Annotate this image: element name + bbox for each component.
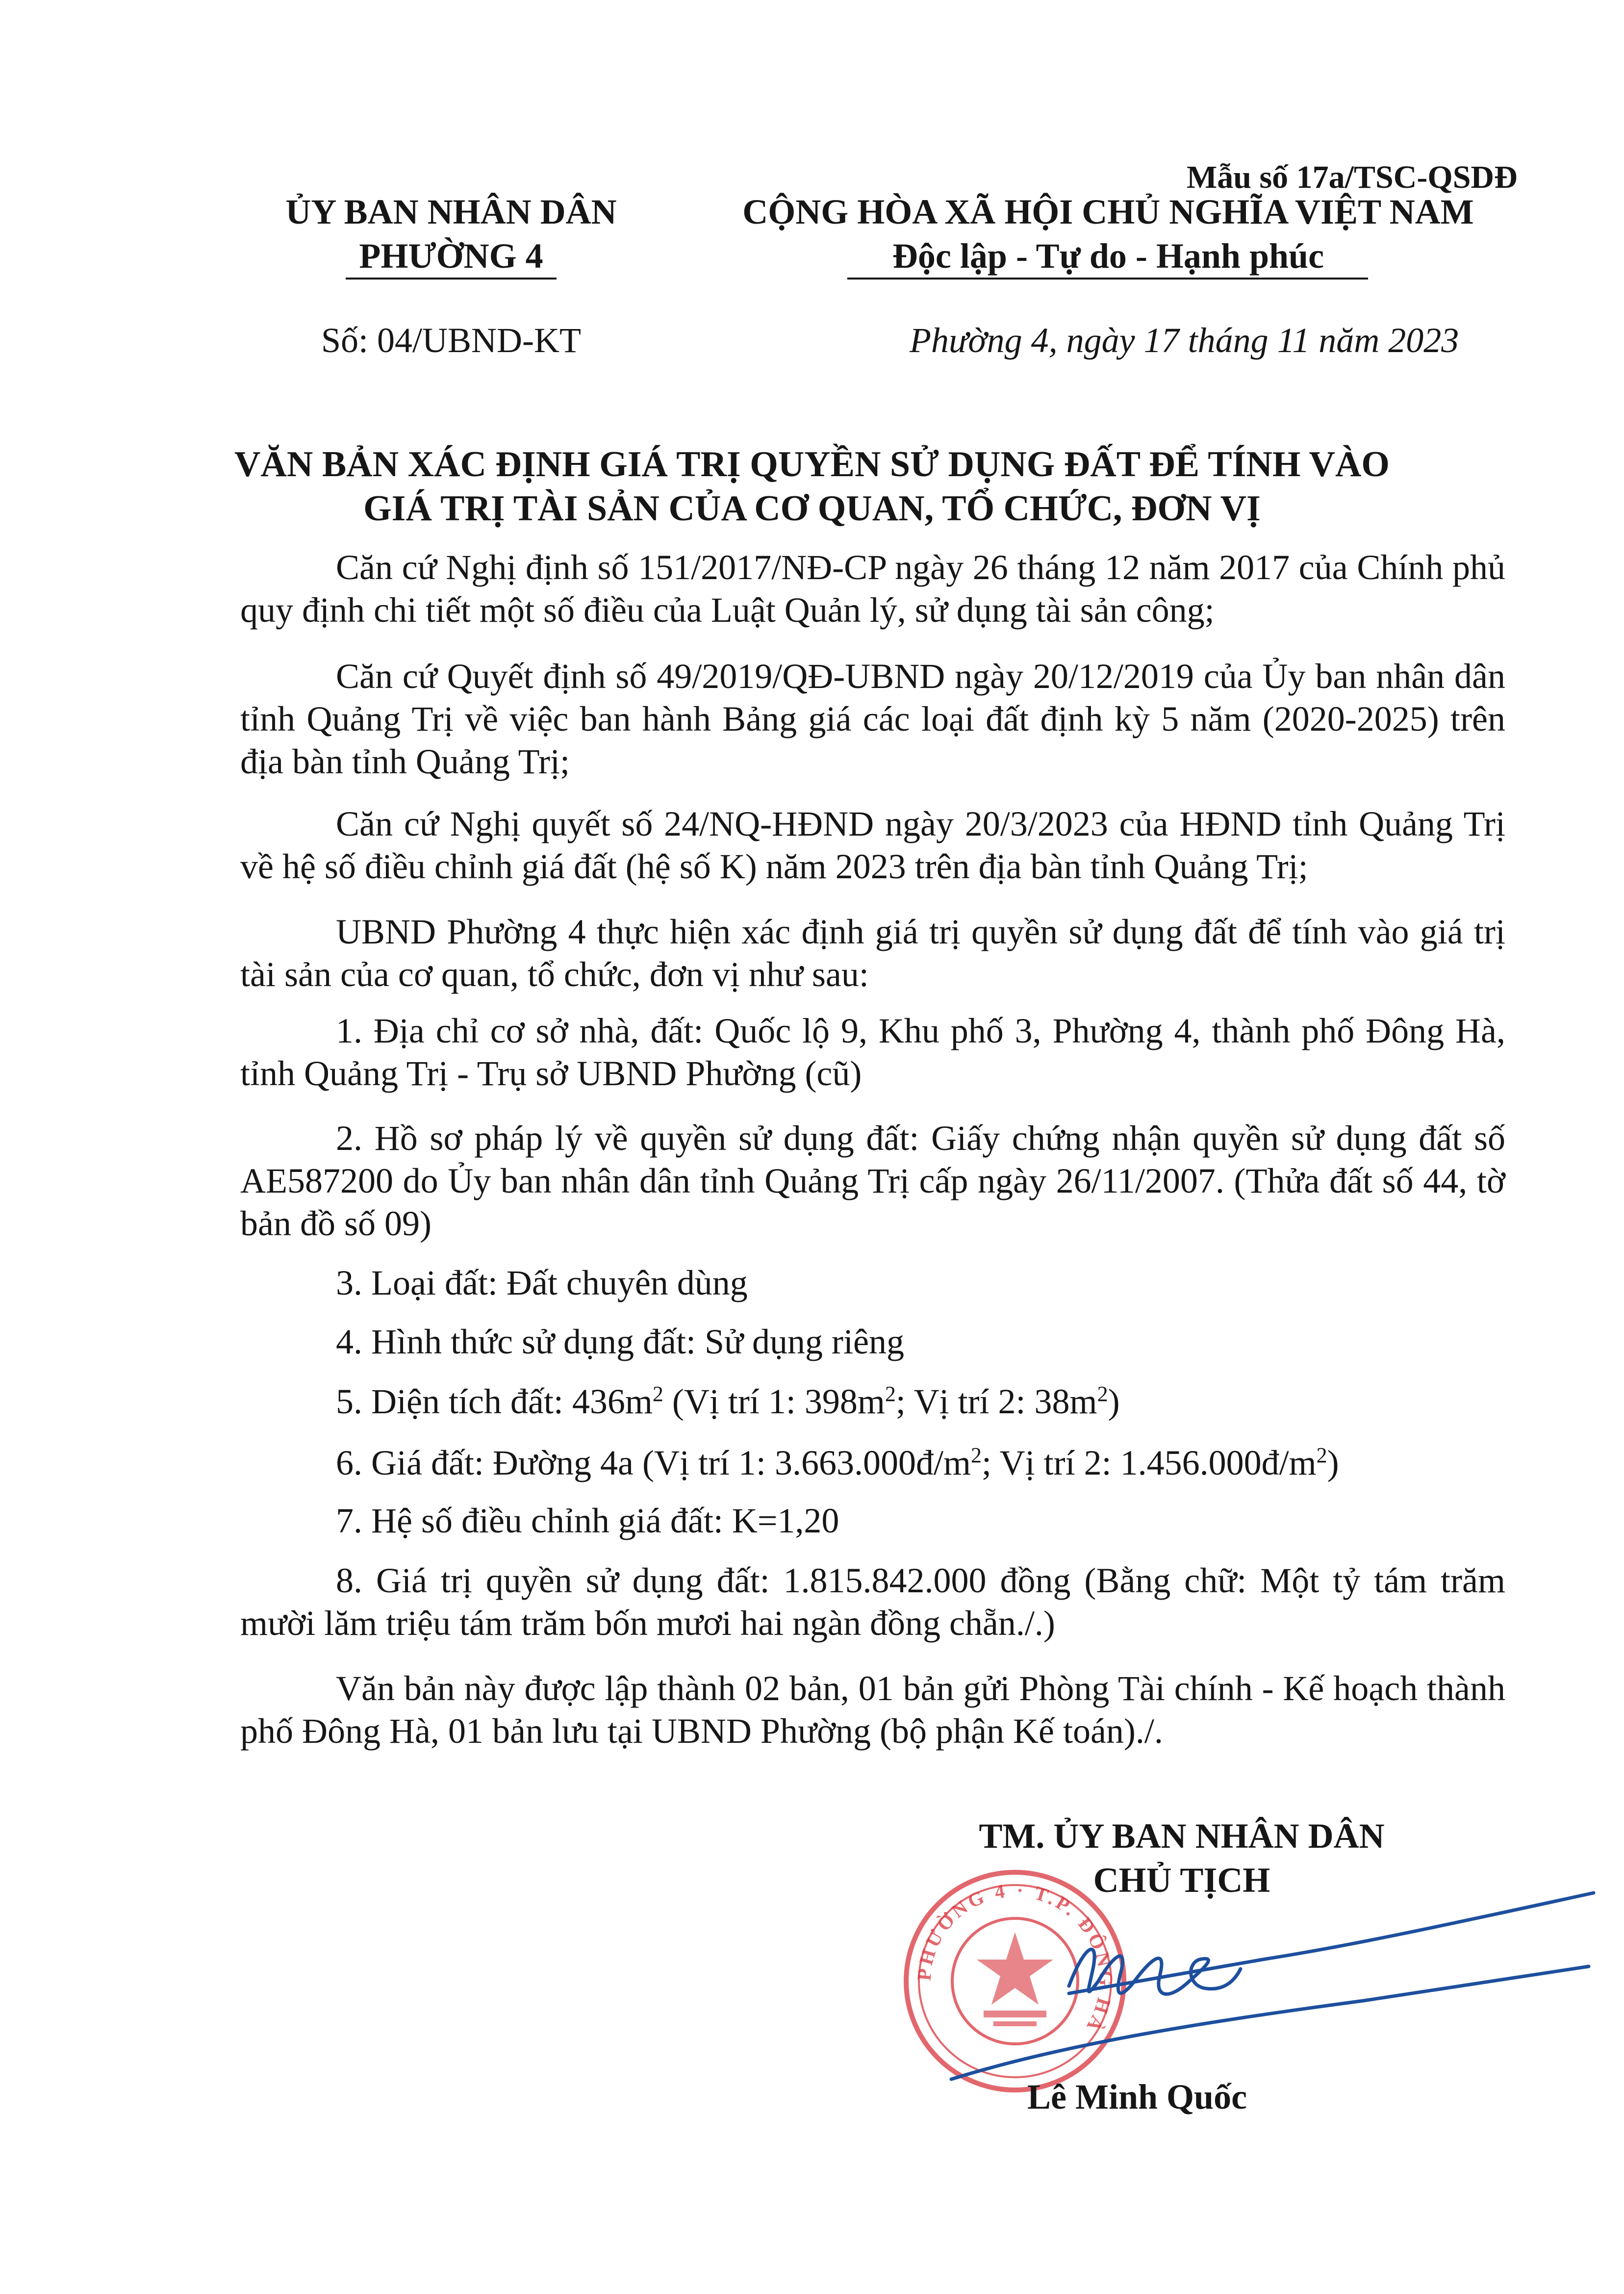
legal-basis-decision: Căn cứ Quyết định số 49/2019/QĐ-UBND ngày 20/12/2019 của Ủy ban nhân dân tỉnh Quảng Trị về việc ban hành Bảng giá các loại đất định kỳ 5 năm (2020-2025) trên địa bàn tỉnh Quảng Trị; (240, 657, 1505, 781)
handwritten-signature (922, 1873, 1608, 2099)
issuer-name: ỦY BAN NHÂN DÂN (285, 192, 617, 231)
intro-statement: UBND Phường 4 thực hiện xác định giá trị quyền sử dụng đất để tính vào giá trị tài sản của cơ quan, tổ chức, đơn vị như sau: (240, 912, 1505, 994)
place-date: Phường 4, ngày 17 tháng 11 năm 2023 (910, 321, 1459, 360)
item-coefficient: 7. Hệ số điều chỉnh giá đất: K=1,20 (336, 1501, 839, 1540)
item-legal-documents: 2. Hồ sơ pháp lý về quyền sử dụng đất: Giấy chứng nhận quyền sử dụng đất số AE587200 do Ủy ban nhân dân tỉnh Quảng Trị cấp ngày 26/11/2007. (Thửa đất số 44, tờ bản đồ số 09) (240, 1119, 1505, 1243)
document-title-line1: VĂN BẢN XÁC ĐỊNH GIÁ TRỊ QUYỀN SỬ DỤNG ĐẤT ĐỂ TÍNH VÀO (234, 444, 1390, 484)
distribution-note: Văn bản này được lập thành 02 bản, 01 bản gửi Phòng Tài chính - Kế hoạch thành phố Đông Hà, 01 bản lưu tại UBND Phường (bộ phận Kế toán)./. (240, 1669, 1505, 1751)
signature-position: CHỦ TỊCH (1093, 1861, 1270, 1900)
item-usage-form: 4. Hình thức sử dụng đất: Sử dụng riêng (336, 1322, 904, 1361)
item-land-price: 6. Giá đất: Đường 4a (Vị trí 1: $3.663.000đ/m^2$; Vị trí 2: $1.456.000đ/m^2$) (336, 1443, 1339, 1482)
document-title-line2: GIÁ TRỊ TÀI SẢN CỦA CƠ QUAN, TỔ CHỨC, ĐƠN VỊ (363, 488, 1261, 529)
issuer-underline (346, 278, 557, 280)
national-title: CỘNG HÒA XÃ HỘI CHỦ NGHĨA VIỆT NAM (742, 192, 1474, 231)
signer-name: Lê Minh Quốc (1027, 2077, 1247, 2116)
form-code: Mẫu số 17a/TSC-QSDĐ (1187, 159, 1518, 195)
signature-title: TM. ỦY BAN NHÂN DÂN (979, 1816, 1385, 1856)
document-number: Số: 04/UBND-KT (321, 321, 581, 360)
item-land-value: 8. Giá trị quyền sử dụng đất: 1.815.842.000 đồng (Bằng chữ: Một tỷ tám trăm mười lăm triệu tám trăm bốn mươi hai ngàn đồng chẵn./.) (240, 1561, 1505, 1643)
item-address: 1. Địa chỉ cơ sở nhà, đất: Quốc lộ 9, Khu phố 3, Phường 4, thành phố Đông Hà, tỉnh Quảng Trị - Trụ sở UBND Phường (cũ) (240, 1011, 1505, 1093)
national-motto: Độc lập - Tự do - Hạnh phúc (892, 236, 1324, 276)
motto-underline (847, 278, 1368, 280)
issuer-ward: PHƯỜNG 4 (359, 236, 543, 276)
item-land-type: 3. Loại đất: Đất chuyên dùng (336, 1263, 748, 1302)
item-area: 5. Diện tích đất: $436m^2$ (Vị trí 1: $398m^2$; Vị trí 2: $38m^2$) (336, 1382, 1120, 1421)
legal-basis-decree: Căn cứ Nghị định số 151/2017/NĐ-CP ngày 26 tháng 12 năm 2017 của Chính phủ quy định chi tiết một số điều của Luật Quản lý, sử dụng tài sản công; (240, 548, 1505, 630)
svg-text:PHƯỜNG 4 · T.P. ĐÔNG HÀ: PHƯỜNG 4 · T.P. ĐÔNG HÀ (913, 1879, 1117, 2038)
legal-basis-resolution: Căn cứ Nghị quyết số 24/NQ-HĐND ngày 20/3/2023 của HĐND tỉnh Quảng Trị về hệ số điều chỉnh giá đất (hệ số K) năm 2023 trên địa bàn tỉnh Quảng Trị; (240, 804, 1505, 886)
